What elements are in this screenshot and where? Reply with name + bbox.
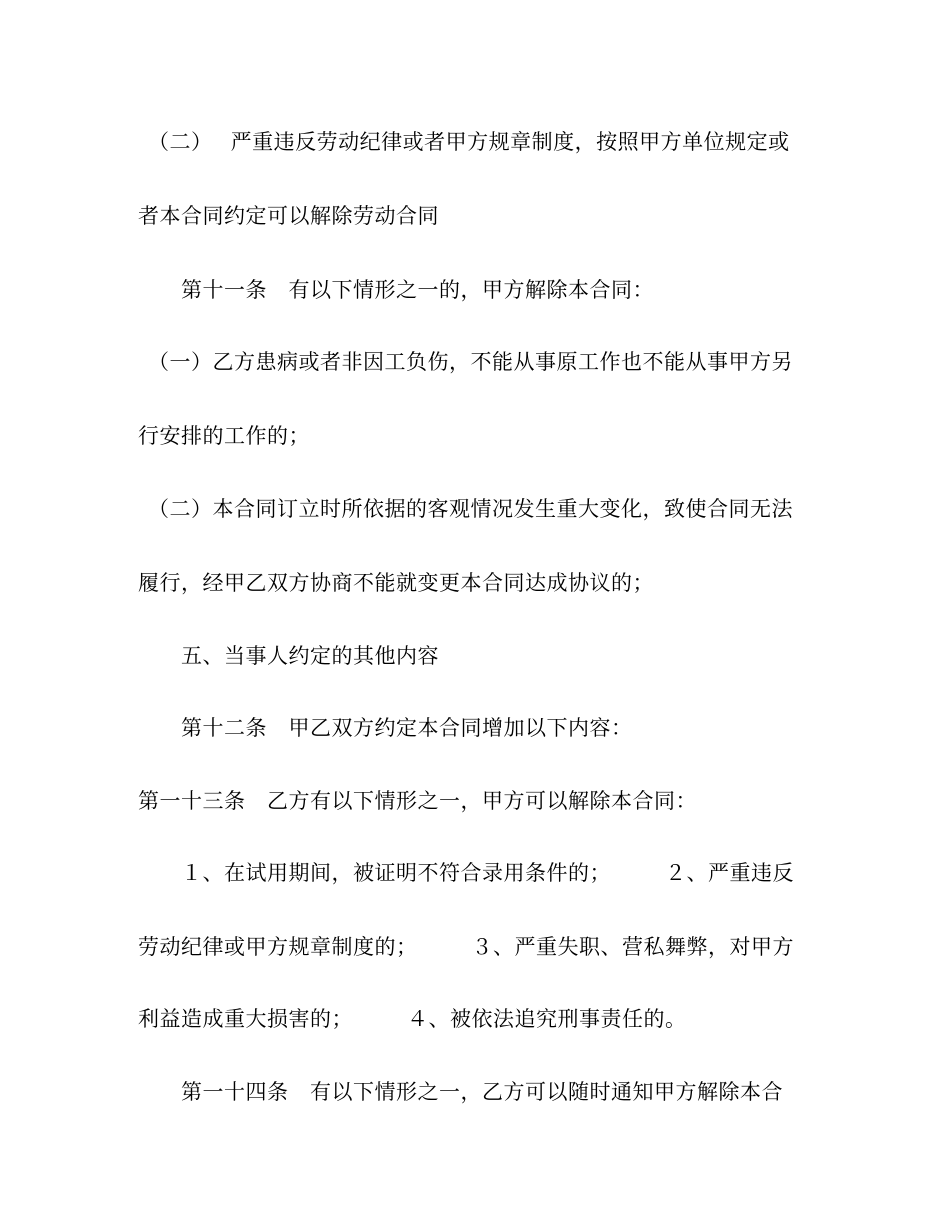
text-line-10: 第一十三条 乙方有以下情形之一，甲方可以解除本合同： (138, 789, 697, 813)
text-line-8: 五、当事人约定的其他内容 (138, 644, 439, 668)
text-line-14: 第一十四条 有以下情形之一，乙方可以随时通知甲方解除本合 (138, 1080, 783, 1104)
text-line-13: 利益造成重大损害的； ４、被依法追究刑事责任的。 (138, 1007, 687, 1031)
text-line-7: 履行，经甲乙双方协商不能就变更本合同达成协议的； (138, 571, 654, 595)
text-line-9: 第十二条 甲乙双方约定本合同增加以下内容： (138, 716, 633, 740)
text-line-2: 者本合同约定可以解除劳动合同 (138, 204, 439, 228)
text-line-6: （二）本合同订立时所依据的客观情况发生重大变化，致使合同无法 (148, 497, 793, 521)
text-line-4: （一）乙方患病或者非因工负伤，不能从事原工作也不能从事甲方另 (148, 350, 793, 374)
text-line-11: １、在试用期间，被证明不符合录用条件的； ２、严重违反 (138, 861, 794, 885)
text-line-5: 行安排的工作的； (138, 424, 310, 448)
text-line-3: 第十一条 有以下情形之一的，甲方解除本合同： (138, 278, 654, 302)
text-line-12: 劳动纪律或甲方规章制度的； ３、严重失职、营私舞弊，对甲方 (138, 935, 794, 959)
text-line-1: （二） 严重违反劳动纪律或者甲方规章制度，按照甲方单位规定或 (148, 130, 790, 154)
